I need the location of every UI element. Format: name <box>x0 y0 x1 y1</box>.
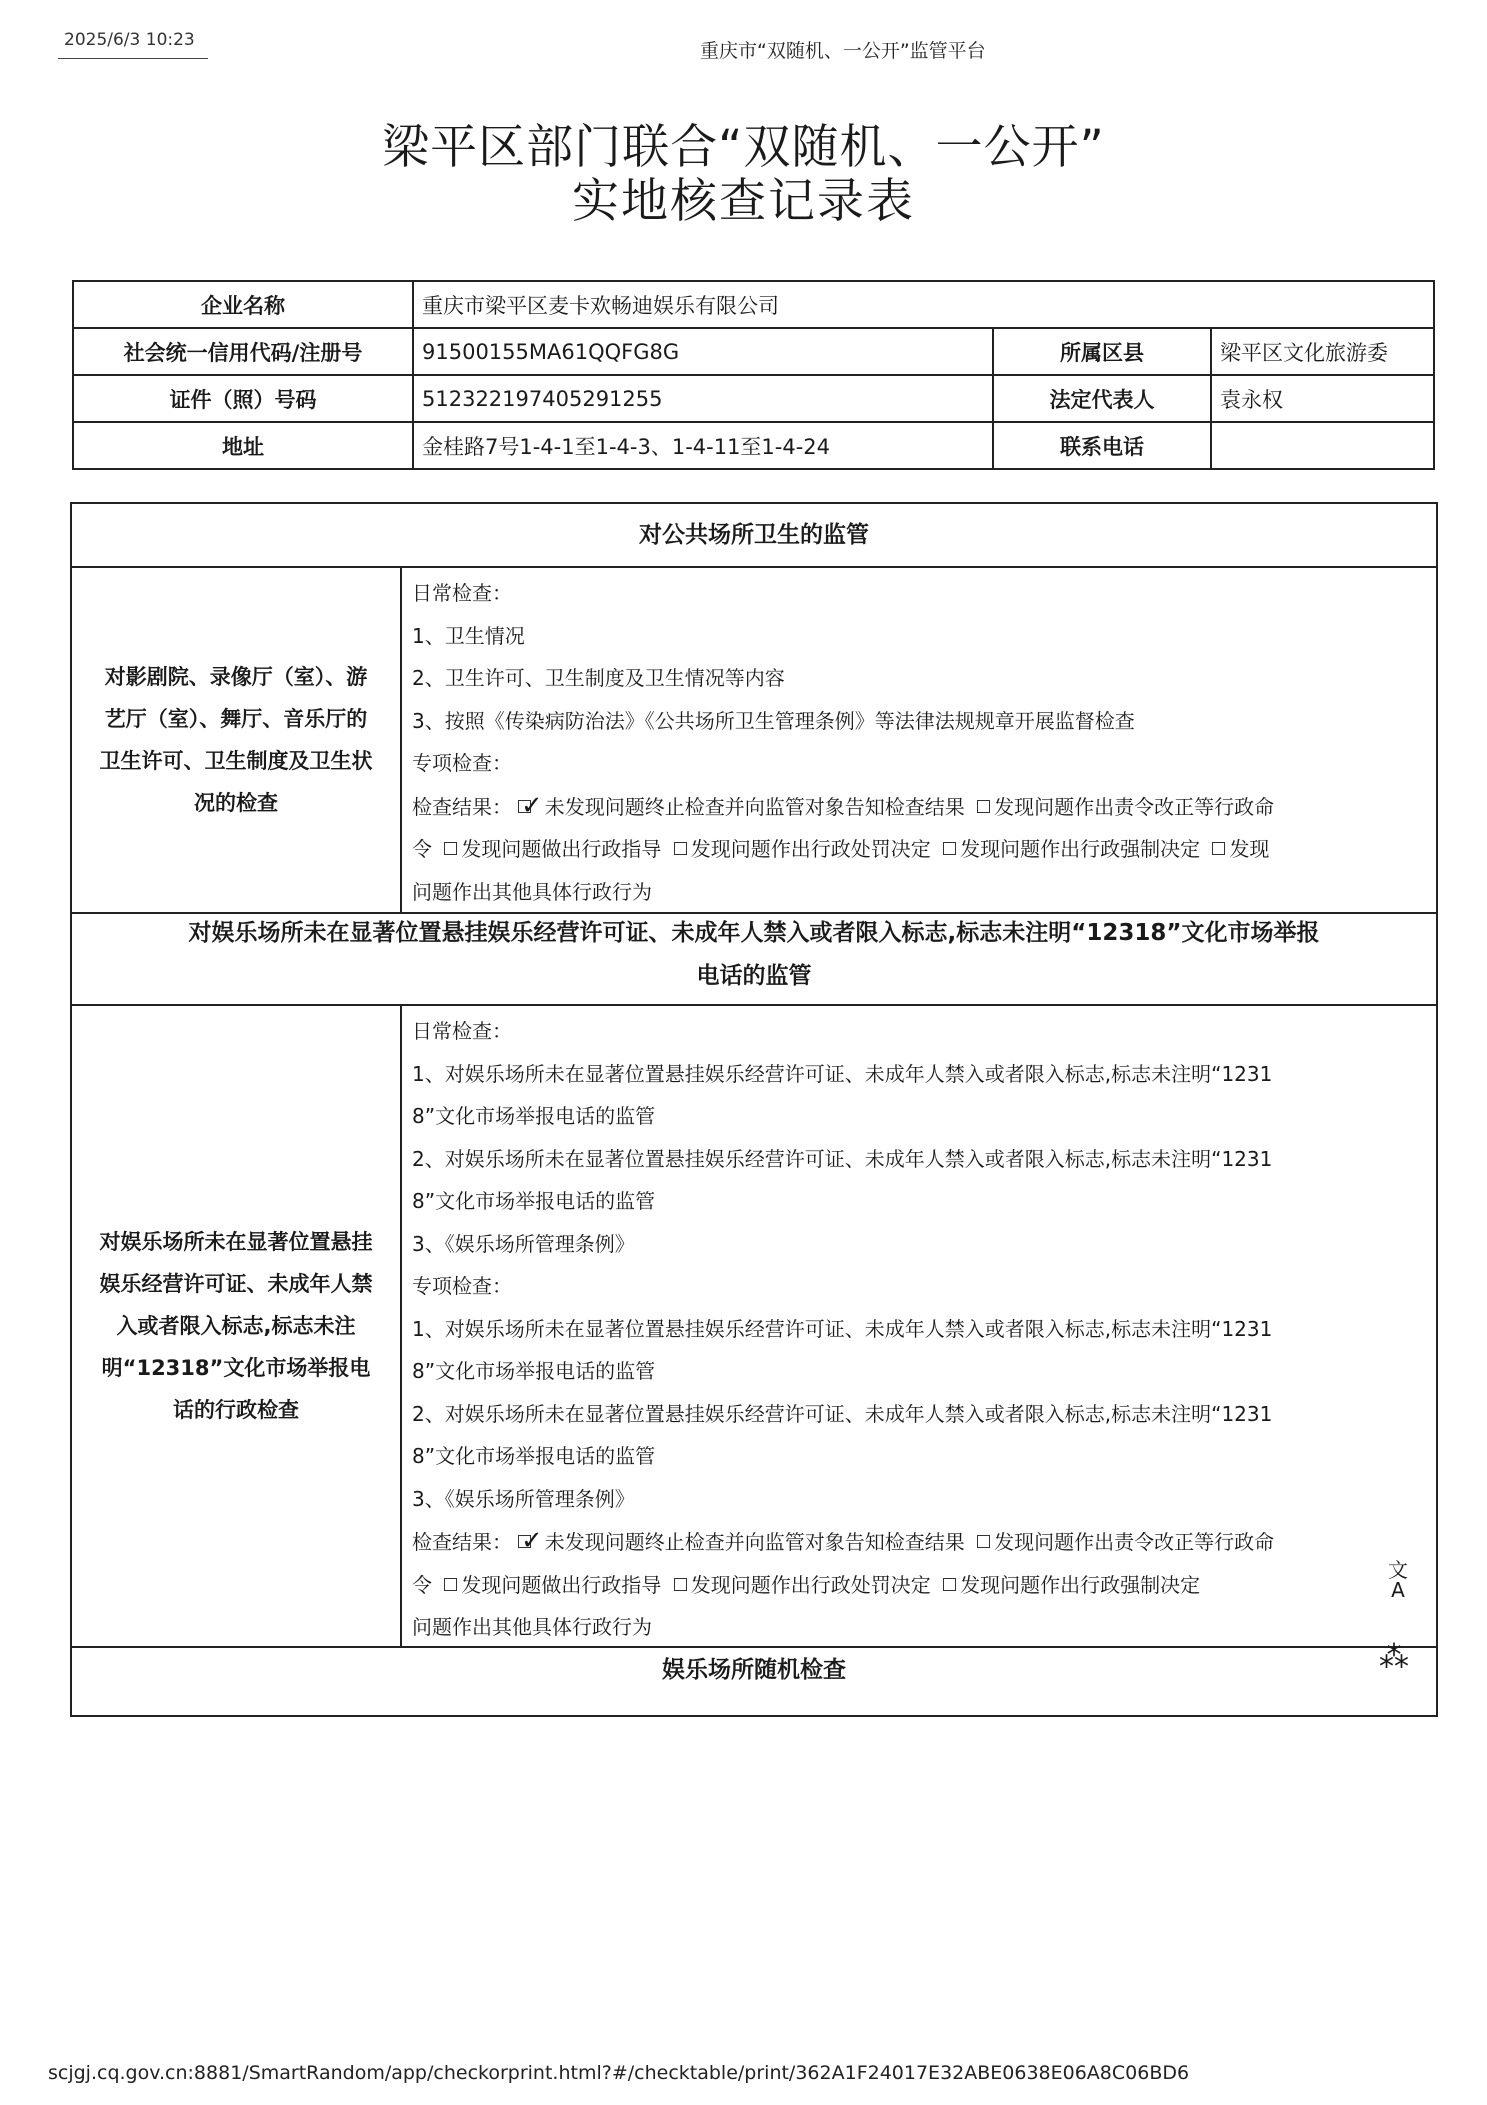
checkbox <box>674 842 687 855</box>
id-number-value: 512322197405291255 <box>413 375 993 422</box>
result-line <box>412 1564 1428 1607</box>
daily-check-label: 日常检查： <box>412 581 512 605</box>
result-label: 检查结果： <box>412 1530 512 1554</box>
credit-code-value: 91500155MA61QQFG8G <box>413 328 993 375</box>
translate-icon[interactable]: 文 A <box>1388 1558 1408 1602</box>
phone-value <box>1211 422 1434 469</box>
address-label: 地址 <box>73 422 413 469</box>
section-random-inspection <box>70 1640 1438 1717</box>
ai-assistant-icon[interactable]: ⁂ <box>1379 1640 1409 1675</box>
option-label: 发现 <box>1229 837 1270 861</box>
date-underline <box>58 58 208 59</box>
print-datetime: 2025/6/3 10:23 <box>64 30 195 50</box>
desc-line: 话的行政检查 <box>173 1398 299 1422</box>
page-title-line2: 实地核查记录表 <box>572 174 915 229</box>
table-row <box>73 281 1434 328</box>
desc-line: 艺厅（室）、舞厅、音乐厅的 <box>104 707 368 731</box>
footer-url: scjgj.cq.gov.cn:8881/SmartRandom/app/checkorprint.html?#/checktable/print/362A1F24017E32ABE0638E06A8C06BD6 <box>48 2062 1190 2084</box>
section-heading: 对公共场所卫生的监管 <box>72 502 1436 568</box>
checkbox <box>1212 842 1225 855</box>
district-label: 所属区县 <box>993 328 1211 375</box>
credit-code-label: 社会统一信用代码/注册号 <box>73 328 413 375</box>
special-check-label: 专项检查： <box>412 751 512 775</box>
check-content <box>402 568 1436 912</box>
list-item: 1、卫生情况 <box>412 623 525 648</box>
option-label-cont: 令 <box>412 837 432 861</box>
company-label: 企业名称 <box>73 281 413 328</box>
list-item: 1、对娱乐场所未在显著位置悬挂娱乐经营许可证、未成年人禁入或者限入标志,标志未注明“1231 <box>412 1316 1273 1341</box>
desc-line: 对娱乐场所未在显著位置悬挂 <box>99 1230 373 1254</box>
table-row <box>73 328 1434 375</box>
desc-line: 况的检查 <box>194 791 278 815</box>
list-item: 2、对娱乐场所未在显著位置悬挂娱乐经营许可证、未成年人禁入或者限入标志,标志未注明“1231 <box>412 1401 1273 1426</box>
list-item: 3、按照《传染病防治法》《公共场所卫生管理条例》等法律法规规章开展监督检查 <box>412 708 1135 733</box>
result-line <box>412 828 1428 871</box>
desc-line: 娱乐经营许可证、未成年人禁 <box>99 1272 373 1296</box>
id-number-label: 证件（照）号码 <box>73 375 413 422</box>
checkbox <box>943 1578 956 1591</box>
option-label: 发现问题作出责令改正等行政命 <box>994 1530 1275 1554</box>
platform-name: 重庆市“双随机、一公开”监管平台 <box>700 40 986 62</box>
option-label-cont: 令 <box>412 1572 432 1597</box>
desc-line: 入或者限入标志,标志未注 <box>116 1314 356 1338</box>
district-value: 梁平区文化旅游委 <box>1211 328 1434 375</box>
check-content <box>402 1006 1436 1646</box>
heading-line: 对娱乐场所未在显著位置悬挂娱乐经营许可证、未成年人禁入或者限入标志,标志未注明“12318”文化市场举报 <box>188 920 1320 946</box>
option-label-cont: 问题作出其他具体行政行为 <box>412 879 652 904</box>
checkmark-icon: ✓ <box>521 790 543 821</box>
option-label: 未发现问题终止检查并向监管对象告知检查结果 <box>544 794 965 819</box>
checkbox <box>943 842 956 855</box>
list-item: 1、对娱乐场所未在显著位置悬挂娱乐经营许可证、未成年人禁入或者限入标志,标志未注明“1231 <box>412 1061 1273 1086</box>
option-label: 发现问题作出责令改正等行政命 <box>994 794 1275 819</box>
section-heading: 娱乐场所随机检查 <box>662 1657 846 1683</box>
table-row <box>73 422 1434 469</box>
checkbox <box>444 1578 457 1591</box>
list-item: 3、《娱乐场所管理条例》 <box>412 1486 635 1511</box>
option-label: 发现问题作出行政处罚决定 <box>690 1572 931 1597</box>
option-label: 发现问题做出行政指导 <box>461 1572 662 1597</box>
list-item: 8”文化市场举报电话的监管 <box>412 1104 656 1128</box>
list-item: 2、对娱乐场所未在显著位置悬挂娱乐经营许可证、未成年人禁入或者限入标志,标志未注明“1231 <box>412 1146 1273 1171</box>
checkmark-icon: ✓ <box>521 1526 543 1556</box>
list-item: 8”文化市场举报电话的监管 <box>412 1359 656 1383</box>
check-item-description <box>72 1006 402 1646</box>
heading-line: 电话的监管 <box>696 963 812 989</box>
section-heading <box>72 908 1436 1006</box>
option-label: 发现问题作出行政处罚决定 <box>690 837 931 861</box>
checkbox <box>977 1535 990 1548</box>
desc-line: 对影剧院、录像厅（室）、游 <box>104 665 368 689</box>
option-label-cont: 问题作出其他具体行政行为 <box>412 1615 652 1639</box>
option-label: 发现问题做出行政指导 <box>461 837 662 861</box>
legal-rep-label: 法定代表人 <box>993 375 1211 422</box>
list-item: 3、《娱乐场所管理条例》 <box>412 1231 635 1256</box>
phone-label: 联系电话 <box>993 422 1211 469</box>
result-line <box>412 785 1428 829</box>
section-entertainment-signage <box>70 908 1438 1648</box>
special-check-label: 专项检查： <box>412 1274 512 1298</box>
legal-rep-value: 袁永权 <box>1211 375 1434 422</box>
desc-line: 卫生许可、卫生制度及卫生状 <box>99 749 373 773</box>
option-label: 发现问题作出行政强制决定 <box>960 837 1201 861</box>
table-row <box>73 375 1434 422</box>
check-item-description <box>72 568 402 912</box>
list-item: 8”文化市场举报电话的监管 <box>412 1444 656 1468</box>
list-item: 8”文化市场举报电话的监管 <box>412 1189 656 1213</box>
option-label: 未发现问题终止检查并向监管对象告知检查结果 <box>544 1530 965 1554</box>
address-value: 金桂路7号1-4-1至1-4-3、1-4-11至1-4-24 <box>413 422 993 469</box>
result-line <box>412 1520 1428 1564</box>
section-row <box>72 568 1436 914</box>
enterprise-info-table <box>72 280 1435 470</box>
result-label: 检查结果： <box>412 794 512 819</box>
desc-line: 明“12318”文化市场举报电 <box>101 1356 371 1380</box>
list-item: 2、卫生许可、卫生制度及卫生情况等内容 <box>412 666 785 690</box>
section-public-hygiene <box>70 502 1438 914</box>
page-title-line1: 梁平区部门联合“双随机、一公开” <box>382 120 1105 175</box>
daily-check-label: 日常检查： <box>412 1019 512 1043</box>
section-row <box>72 1006 1436 1648</box>
checkbox <box>444 842 457 855</box>
checkbox <box>674 1578 687 1591</box>
checkbox <box>977 800 990 813</box>
company-value: 重庆市梁平区麦卡欢畅迪娱乐有限公司 <box>413 281 1434 328</box>
option-label: 发现问题作出行政强制决定 <box>960 1572 1201 1597</box>
